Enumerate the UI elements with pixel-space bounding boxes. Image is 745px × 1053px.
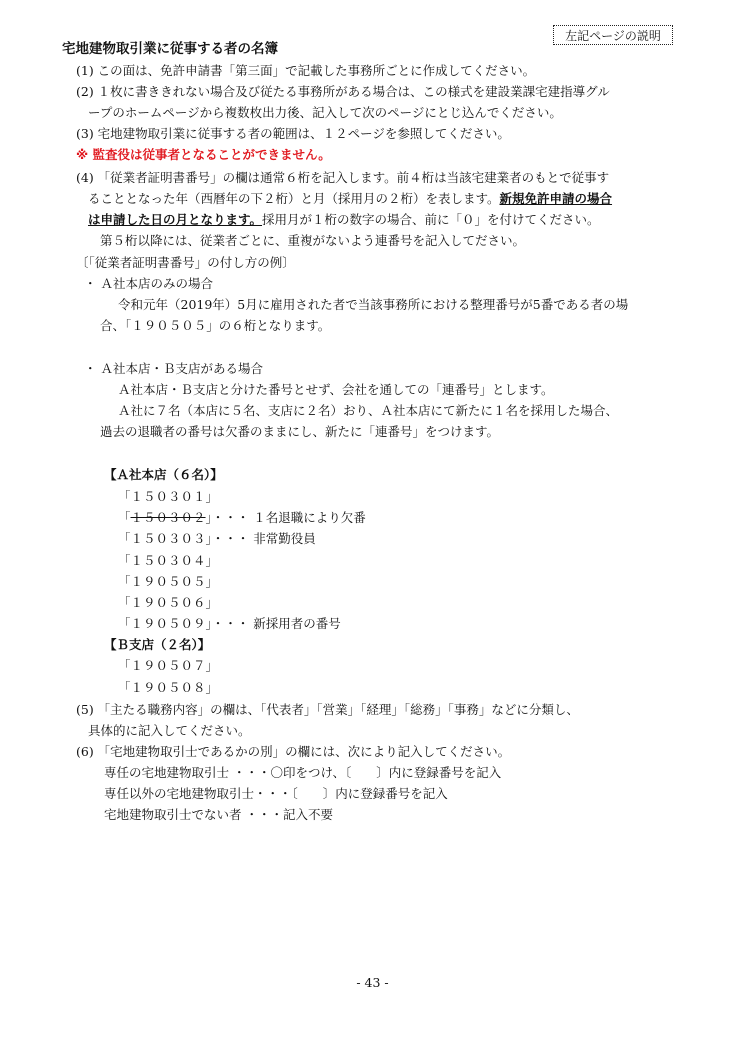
number-190506: 「１９０５０６」 bbox=[118, 595, 219, 610]
case-a-line-2: 合、「１９０５０５」の６桁となります。 bbox=[100, 318, 331, 333]
number-190509: 「１９０５０９」・・・ 新採用者の番号 bbox=[118, 616, 341, 631]
case-b-line-2: Ａ社に７名（本店に５名、支店に２名）おり、Ａ社本店にて新たに１名を採用した場合、 bbox=[118, 403, 619, 418]
item-4-line-1: (4) 「従業者証明書番号」の欄は通常６桁を記入します。前４桁は当該宅建業者のもとで従事す bbox=[76, 170, 610, 185]
item-5-line-2: 具体的に記入してください。 bbox=[88, 723, 251, 738]
item-1: (1) この面は、免許申請書「第三面」で記載した事務所ごとに作成してください。 bbox=[76, 63, 536, 78]
item-2-line-1: (2) １枚に書ききれない場合及び従たる事務所がある場合は、この様式を建設業課宅建指導グル bbox=[76, 84, 610, 99]
page-number: - 43 - bbox=[356, 975, 389, 990]
number-190508: 「１９０５０８」 bbox=[118, 680, 219, 695]
number-150302-struck: １５０３０２ bbox=[130, 510, 206, 525]
number-190505: 「１９０５０５」 bbox=[118, 574, 219, 589]
case-a-heading: ・ Ａ社本店のみの場合 bbox=[84, 276, 213, 291]
item-5-line-1: (5) 「主たる職務内容」の欄は、「代表者」「営業」「経理」「総務」「事務」などに分類し、 bbox=[76, 702, 579, 717]
item-3: (3) 宅地建物取引業に従事する者の範囲は、１２ページを参照してください。 bbox=[76, 126, 510, 141]
case-b-heading: ・ Ａ社本店・Ｂ支店がある場合 bbox=[84, 361, 263, 376]
case-b-line-3: 過去の退職者の番号は欠番のままにし、新たに「連番号」をつけます。 bbox=[100, 424, 500, 439]
item-6-option-2: 専任以外の宅地建物取引士・・・〔 〕内に登録番号を記入 bbox=[104, 786, 448, 801]
warning-note: ※ 監査役は従事者となることができません。 bbox=[76, 147, 331, 162]
item-4-line-3 bbox=[88, 209, 600, 230]
item-6: (6) 「宅地建物取引士であるかの別」の欄には、次により記入してください。 bbox=[76, 744, 511, 759]
number-150302-open: 「 bbox=[118, 510, 131, 525]
item-2-line-2: ープのホームページから複数枚出力後、記入して次のページにとじ込んでください。 bbox=[88, 105, 562, 120]
item-6-option-3: 宅地建物取引士でない者 ・・・記入不要 bbox=[104, 807, 333, 822]
case-a-line-1: 令和元年（2019年）5月に雇用された者で当該事務所における整理番号が5番である者の場 bbox=[118, 297, 629, 312]
number-150301: 「１５０３０１」 bbox=[118, 489, 219, 504]
item-4-line-3-text: 採用月が１桁の数字の場合、前に「０」を付けてください。 bbox=[262, 212, 600, 227]
item-4-emphasis-2: は申請した日の月となります。 bbox=[88, 212, 263, 227]
explanation-badge: 左記ページの説明 bbox=[553, 25, 673, 45]
number-190507: 「１９０５０７」 bbox=[118, 658, 219, 673]
shiten-heading: 【Ｂ支店（２名）】 bbox=[104, 637, 211, 652]
number-150302-note: 」・・・ １名退職により欠番 bbox=[205, 510, 366, 525]
item-4-line-2-text: ることとなった年（西暦年の下２桁）と月（採用月の２桁）を表します。 bbox=[88, 191, 500, 206]
example-heading: 〔「従業者証明書番号」の付し方の例〕 bbox=[76, 255, 295, 270]
number-150303: 「１５０３０３」・・・ 非常勤役員 bbox=[118, 531, 316, 546]
page-title: 宅地建物取引業に従事する者の名簿 bbox=[62, 41, 278, 57]
number-150304: 「１５０３０４」 bbox=[118, 553, 219, 568]
number-150302-row bbox=[118, 507, 366, 528]
honten-heading: 【Ａ社本店（６名）】 bbox=[104, 467, 223, 482]
item-6-option-1: 専任の宅地建物取引士 ・・・〇印をつけ、〔 〕内に登録番号を記入 bbox=[104, 765, 502, 780]
item-4-line-4: 第５桁以降には、従業者ごとに、重複がないよう連番号を記入してださい。 bbox=[100, 233, 526, 248]
case-b-line-1: Ａ社本店・Ｂ支店と分けた番号とせず、会社を通しての「連番号」とします。 bbox=[118, 382, 554, 397]
item-4-line-2 bbox=[88, 188, 612, 209]
item-4-emphasis-1: 新規免許申請の場合 bbox=[499, 191, 613, 206]
